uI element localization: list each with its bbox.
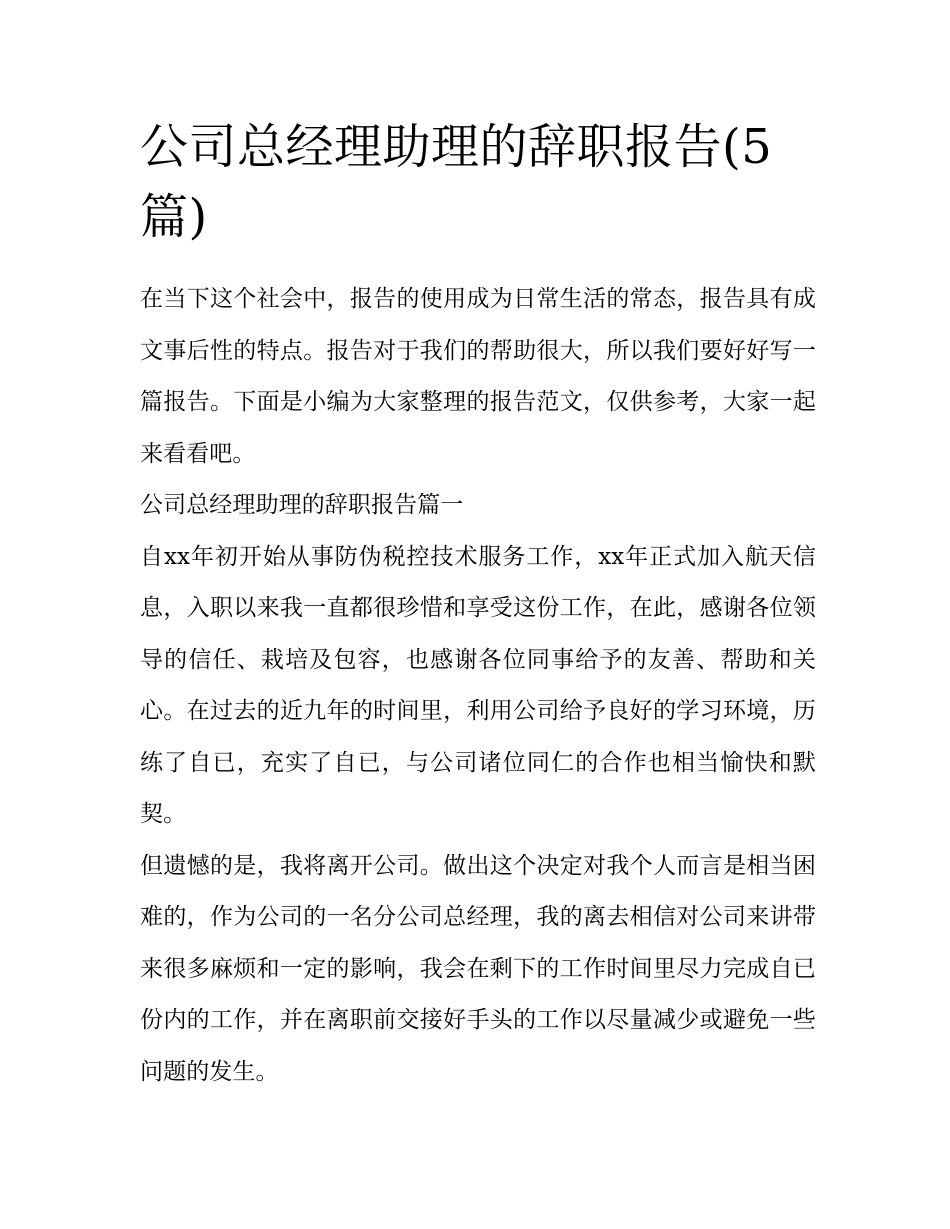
document-body: [140, 274, 816, 1098]
document-title: 公司总经理助理的辞职报告(5篇): [140, 119, 773, 245]
document-page: [140, 112, 816, 1098]
body-paragraph: 但遗憾的是，我将离开公司。做出这个决定对我个人而言是相当困难的，作为公司的一名分公司总经理，我的离去相信对公司来讲带来很多麻烦和一定的影响，我会在剩下的工作时间里尽力完成自已份内的工作，并在离职前交接好手头的工作以尽量减少或避免一些问题的发生。: [140, 852, 816, 1085]
section-heading: 公司总经理助理的辞职报告篇一: [140, 492, 464, 518]
body-paragraph: 自xx年初开始从事防伪税控技术服务工作，xx年正式加入航天信息，入职以来我一直都很珍惜和享受这份工作，在此，感谢各位领导的信任、栽培及包容，也感谢各位同事给予的友善、帮助和关心。在过去的近九年的时间里，利用公司给予良好的学习环境，历练了自已，充实了自已，与公司诸位同仁的合作也相当愉快和默契。: [140, 543, 816, 827]
intro-paragraph: 在当下这个社会中，报告的使用成为日常生活的常态，报告具有成文事后性的特点。报告对于我们的帮助很大，所以我们要好好写一篇报告。下面是小编为大家整理的报告范文，仅供参考，大家一起来看看吧。: [140, 286, 816, 467]
